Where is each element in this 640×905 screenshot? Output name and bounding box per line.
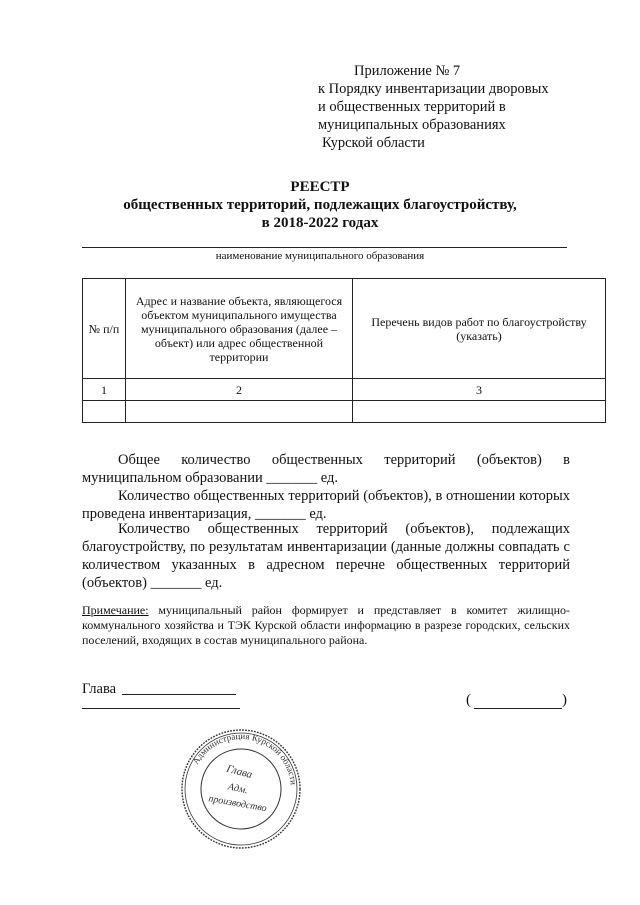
official-seal <box>180 728 302 850</box>
column-number: 2 <box>126 379 353 401</box>
name-line <box>474 708 562 709</box>
paragraph-inventoried: Количество общественных территорий (объектов), в отношении которых проведена инвентаризация, _______ ед. <box>82 488 570 522</box>
signature-line <box>122 694 236 695</box>
seal-inner-text: Глава <box>225 762 254 782</box>
appendix-line: муниципальных образованиях <box>318 117 506 133</box>
document-subtitle: общественных территорий, подлежащих благоустройству, <box>123 197 517 213</box>
appendix-header <box>318 62 618 152</box>
note-label: Примечание: <box>82 603 149 617</box>
header-address: Адрес и название объекта, являющегося объектом муниципального имущества муниципального образования (далее – объект) или адрес общественной территории <box>126 279 353 379</box>
seal-outer-text: Администрация Курской области <box>190 730 299 786</box>
appendix-line: к Порядку инвентаризации дворовых <box>318 81 549 97</box>
header-works: Перечень видов работ по благоустройству (указать) <box>353 279 606 379</box>
document-period: в 2018-2022 годах <box>261 215 379 231</box>
header-number: № п/п <box>83 279 126 379</box>
paragraph-total: Общее количество общественных территорий (объектов) в муниципальном образовании _______ ед. <box>82 452 570 486</box>
table-cell <box>353 401 606 423</box>
paragraph-to-improve: Количество общественных территорий (объектов), подлежащих благоустройству, по результатам инвентаризации (данные должны совпадать с количеством указанных в адресном перечне общественных территорий (объектов) _______ ед. <box>82 521 570 591</box>
appendix-number: Приложение № 7 <box>354 63 461 79</box>
column-number: 1 <box>83 379 126 401</box>
note <box>82 603 570 648</box>
table-cell <box>83 401 126 423</box>
table-row <box>83 401 606 423</box>
table-header-row <box>83 279 606 379</box>
name-paren-open: ( <box>466 692 471 708</box>
name-paren-close: ) <box>562 692 567 708</box>
signature-label: Глава <box>82 681 117 697</box>
appendix-line: и общественных территорий в <box>318 99 506 115</box>
seal-inner-text: Адм. <box>226 781 249 797</box>
table-number-row <box>83 379 606 401</box>
note-text: муниципальный район формирует и представляет в комитет жилищно-коммунального хозяйства и ТЭК Курской области информацию в разрезе городских, сельских поселений, входящих в состав муниципального района. <box>82 603 570 647</box>
appendix-line: Курской области <box>322 135 425 151</box>
registry-table <box>82 278 606 423</box>
seal-inner-text: производство <box>207 793 268 815</box>
municipality-caption: наименование муниципального образования <box>215 250 425 262</box>
municipality-line <box>82 247 567 248</box>
signature-underline <box>82 708 240 709</box>
signature-block <box>82 680 116 698</box>
table-cell <box>126 401 353 423</box>
document-title: РЕЕСТР <box>290 179 350 195</box>
column-number: 3 <box>353 379 606 401</box>
